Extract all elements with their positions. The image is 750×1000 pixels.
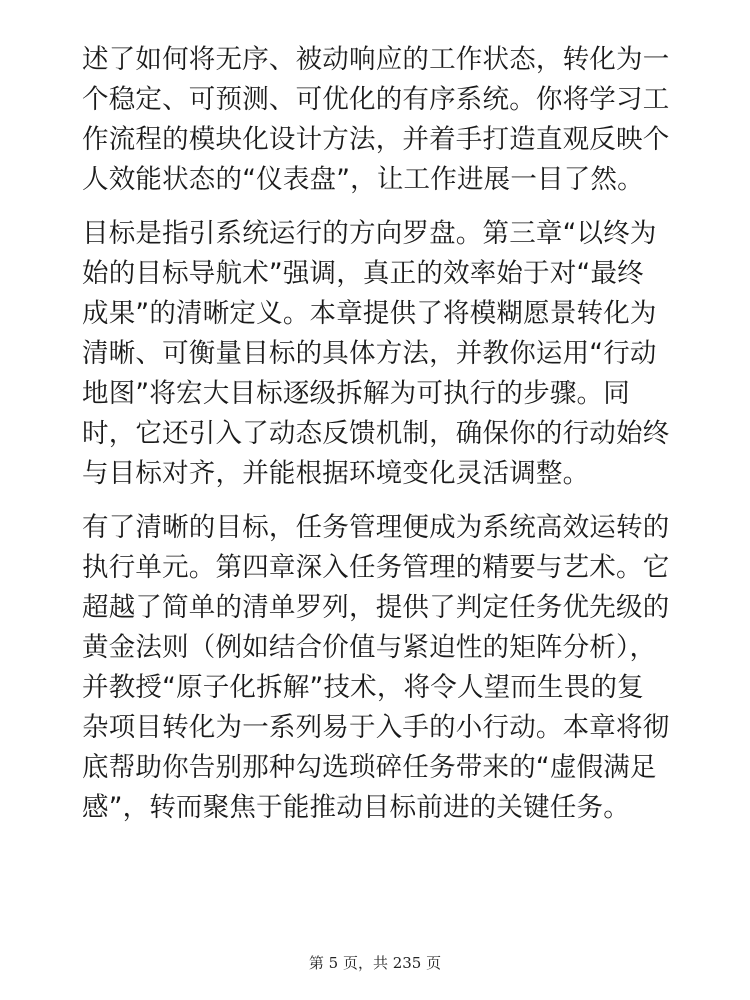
text-line: 杂项目转化为一系列易于入手的小行动。本章将彻 [82, 712, 670, 743]
text-line: 个稳定、可预测、可优化的有序系统。你将学习工 [82, 84, 670, 115]
text-line: 与目标对齐，并能根据环境变化灵活调整。 [82, 458, 590, 489]
text-line: 并教授“原子化拆解”技术，将令人望而生畏的复 [82, 672, 644, 703]
text-line: 有了清晰的目标，任务管理便成为系统高效运转的 [82, 512, 670, 543]
page-number: 第 5 页，共 235 页 [308, 954, 442, 972]
text-line: 时，它还引入了动态反馈机制，确保你的行动始终 [82, 418, 670, 449]
text-line: 成果”的清晰定义。本章提供了将模糊愿景转化为 [82, 298, 657, 329]
text-line: 作流程的模块化设计方法，并着手打造直观反映个 [82, 124, 670, 155]
text-line: 述了如何将无序、被动响应的工作状态，转化为一 [82, 44, 670, 75]
text-line: 感”，转而聚焦于能推动目标前进的关键任务。 [82, 792, 630, 823]
text-line: 地图”将宏大目标逐级拆解为可执行的步骤。同 [82, 378, 630, 409]
text-line: 人效能状态的“仪表盘”，让工作进展一目了然。 [82, 164, 644, 195]
text-line: 执行单元。第四章深入任务管理的精要与艺术。它 [82, 552, 670, 583]
paragraph-2 [82, 214, 682, 494]
text-line: 清晰、可衡量目标的具体方法，并教你运用“行动 [82, 338, 657, 369]
text-line: 始的目标导航术”强调，真正的效率始于对“最终 [82, 258, 644, 289]
paragraph-3 [82, 508, 682, 828]
text-line: 黄金法则（例如结合价值与紧迫性的矩阵分析）， [82, 632, 657, 663]
text-line: 超越了简单的清单罗列，提供了判定任务优先级的 [82, 592, 670, 623]
paragraph-1 [82, 40, 682, 200]
text-line: 底帮助你告别那种勾选琐碎任务带来的“虚假满足 [82, 752, 657, 783]
body-text [82, 40, 682, 842]
text-line: 目标是指引系统运行的方向罗盘。第三章“以终为 [82, 218, 657, 249]
